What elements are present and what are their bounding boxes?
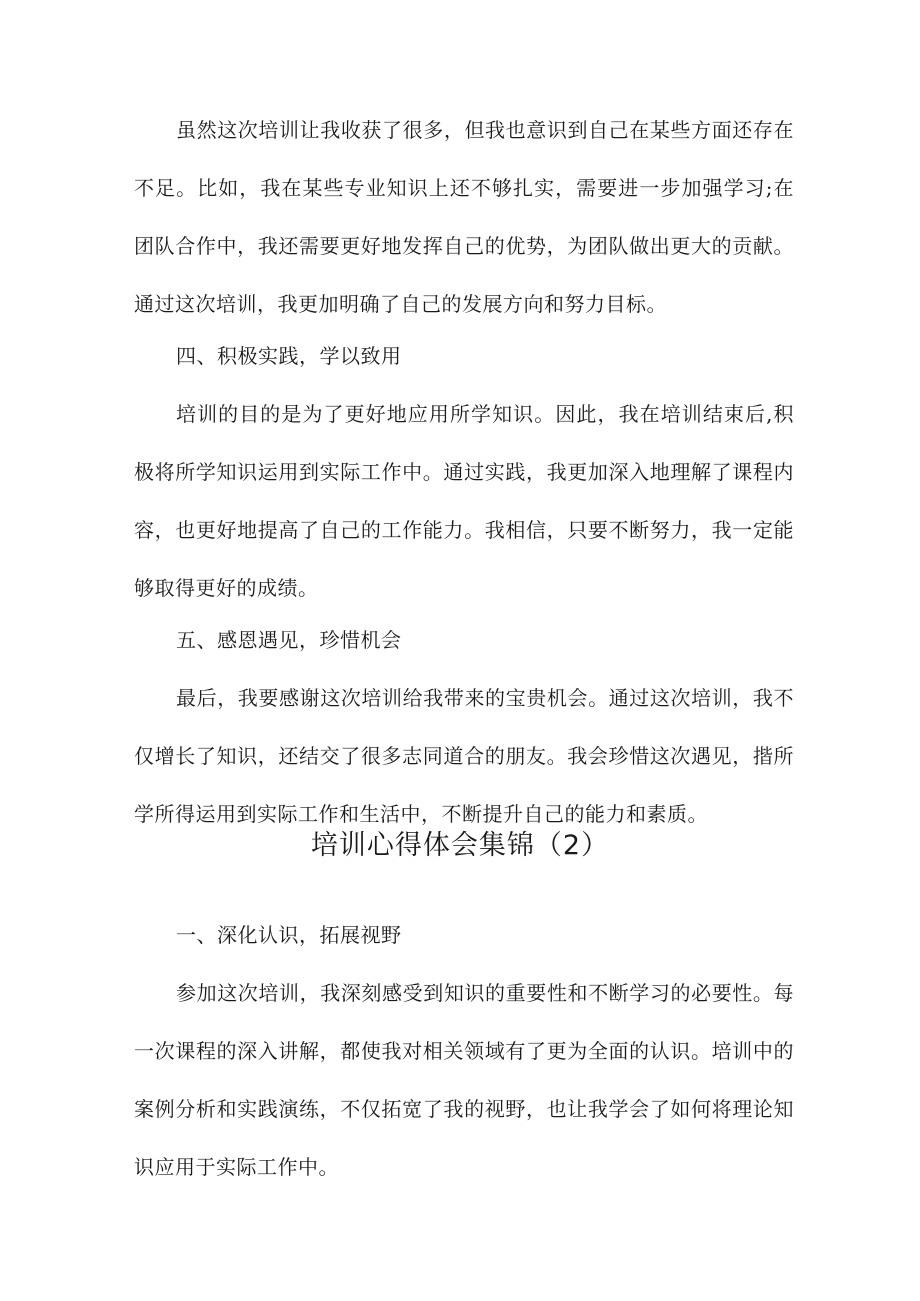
paragraph-practice: 培训的目的是为了更好地应用所学知识。因此，我在培训结束后,积极将所学知识运用到实际工作中。通过实践，我更加深入地理解了课程内容，也更好地提高了自己的工作能力。我相信，只要不断努力，我一定能够取得更好的成绩。 — [134, 402, 794, 600]
paragraph-deepen-understanding: 参加这次培训，我深刻感受到知识的重要性和不断学习的必要性。每一次课程的深入讲解，都使我对相关领域有了更为全面的认识。培训中的案例分析和实践演练，不仅拓宽了我的视野，也让我学会了如何将理论知识应用于实际工作中。 — [134, 981, 794, 1179]
heading-deepen-understanding: 一、深化认识，拓展视野 — [176, 923, 402, 947]
heading-gratitude: 五、感恩遇见，珍惜机会 — [176, 628, 402, 652]
paragraph-gratitude: 最后，我要感谢这次培训给我带来的宝贵机会。通过这次培训，我不仅增长了知识，还结交了很多志同道合的朋友。我会珍惜这次遇见，揩所学所得运用到实际工作和生活中，不断提升自己的能力和素质。 — [134, 686, 794, 826]
heading-practice: 四、积极实践，学以致用 — [176, 344, 402, 368]
paragraph-shortcomings: 虽然这次培训让我收获了很多，但我也意识到自己在某些方面还存在不足。比如，我在某些专业知识上还不够扎实，需要进一步加强学习;在团队合作中，我还需要更好地发挥自己的优势，为团队做出更大的贡献。通过这次培训，我更加明确了自己的发展方向和努力目标。 — [134, 118, 794, 316]
document-title: 培训心得体会集锦（2） — [310, 830, 610, 861]
